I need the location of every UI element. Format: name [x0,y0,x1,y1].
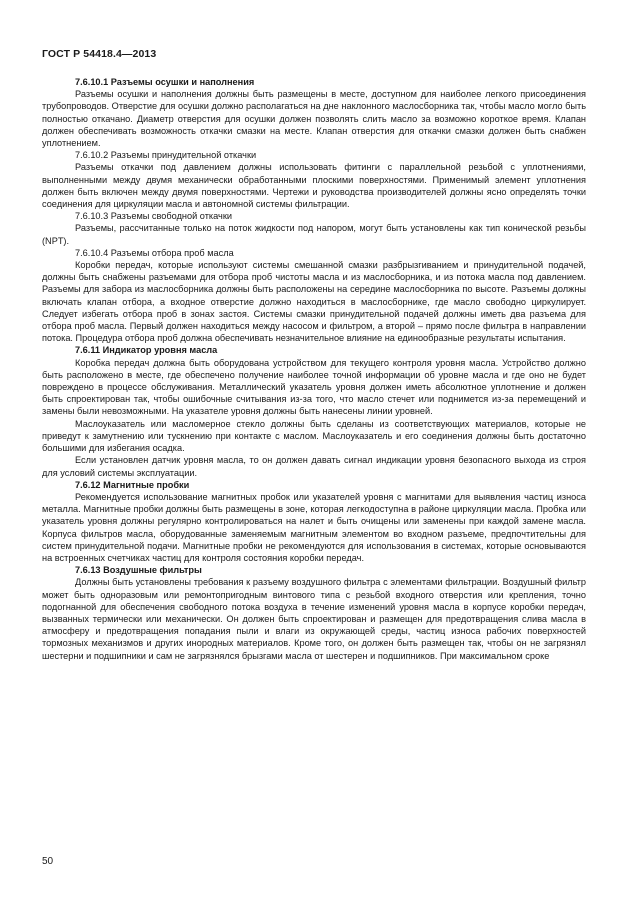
paragraph: Маслоуказатель или масломерное стекло должны быть сделаны из соответствующих материалов, которые не приведут к замутнению или тускнению при контакте с маслом. Маслоуказатель и его соединения должны быть достаточно большими для избегания осадка. [42,418,586,454]
section-heading: 7.6.13 Воздушные фильтры [75,565,202,576]
paragraph: Разъемы откачки под давлением должны использовать фитинги с параллельной резьбой с уплотнениями, выполненными между двумя механически обработанными плоскими поверхностями. Применимый элемент уплотнения должен быть включен между двумя поверхностями. Чертежи и руководства производителей должны ясно определять точки соединения для циркуляции масла и автономной системы фильтрации. [42,162,586,210]
paragraph: Коробки передач, которые используют системы смешанной смазки разбрызгиванием и принудительной подачей, должны быть снабжены разъемами для отбора проб чистоты масла и из маслосборника, и из потока масла под давлением. Разъемы для забора из маслосборника должны быть расположены на середине маслосборника по высоте. Разъемы должны включать клапан отбора, а входное отверстие должно находиться в маслосборнике, где масло свободно циркулирует. Следует избегать отбора проб в зонах застоя. Системы смазки принудительной подачей должны иметь два разъема для отбора проб масла. Первый должен находиться между насосом и фильтром, а второй – прямо после фильтра в направлении потока. Процедура отбора проб должна обеспечивать незначительное влияние на единообразные результаты испытания. [42,260,586,344]
section-heading: 7.6.10.2 Разъемы принудительной откачки [75,150,257,161]
document-header: ГОСТ Р 54418.4—2013 [42,48,157,60]
paragraph: Разъемы, рассчитанные только на поток жидкости под напором, могут быть установлены как тип конической резьбы (NPT). [42,223,586,246]
paragraph: Должны быть установлены требования к разъему воздушного фильтра с элементами фильтрации. Воздушный фильтр может быть одноразовым или ремонтопригодным винтового типа с резьбой входного отверстия или крепления, точно подогнанной для обеспечения свободного потока воздуха в течение изменений уровня масла в корпусе коробки передач, вызванных термически или механически. Он должен быть спроектирован и размещен для предотвращения слива масла в атмосферу и предотвращения попадания пыли и влаги из окружающей среды, частиц износа рабочих поверхностей тормозных механизмов и других инородных материалов. Кроме того, он должен быть размещен так, чтобы он не загрязнял шестерни и подшипники и сам не загрязнялся брызгами масла от шестерен и подшипников. При максимальном сроке [42,577,586,661]
paragraph: Разъемы осушки и наполнения должны быть размещены в месте, доступном для наиболее легкого присоединения трубопроводов. Отверстие для осушки должно располагаться на дне наклонного маслосборника так, чтобы масло могло быть полностью откачано. Диаметр отверстия для осушки должен позволять слить масло за возможно короткое время. Клапан должен обеспечивать возможность откачки смазки на месте. Клапан отверстия для откачки смазки должен быть снабжен уплотнением. [42,89,586,149]
section-heading: 7.6.10.4 Разъемы отбора проб масла [75,247,234,258]
section-heading: 7.6.11 Индикатор уровня масла [75,345,218,356]
section-heading: 7.6.10.3 Разъемы свободной откачки [75,211,232,222]
page-number: 50 [42,856,54,867]
paragraph: Если установлен датчик уровня масла, то он должен давать сигнал индикации уровня безопасного выхода из строя для условий системы эксплуатации. [42,455,586,478]
paragraph: Рекомендуется использование магнитных пробок или указателей уровня с магнитами для выявления частиц износа металла. Магнитные пробки должны быть размещены в зоне, которая легкодоступна в районе циркуляции масла. Пробка или указатель уровня должны регулярно контролироваться на налет и быть очищены или заменены при каждой замене масла. Корпуса фильтров масла, оборудованные заменяемым магнитным элементом во входном разъеме, предпочтительны для систем принудительной подачи. Магнитные пробки не рекомендуются для использования в системах, которые основываются на встроенных счетчиках частиц для контроля состояния коробки передач. [42,491,586,563]
section-heading: 7.6.10.1 Разъемы осушки и наполнения [75,77,255,87]
document-body [42,76,586,662]
paragraph: Коробка передач должна быть оборудована устройством для текущего контроля уровня масла. Устройство должно быть расположено в месте, где обеспечено получение наиболее точной информации об уровне масла и где оно не будет повреждено в процессе обслуживания. Металлический указатель уровня должен иметь абсолютное уплотнение и должен быть спроектирован так, чтобы ошибочные считывания из-за того, что масло стечет или поднимется из-за перемещений и замены были невозможными. На указателе уровня должны быть нанесены линии уровней. [42,357,586,417]
section-heading: 7.6.12 Магнитные пробки [75,479,190,490]
